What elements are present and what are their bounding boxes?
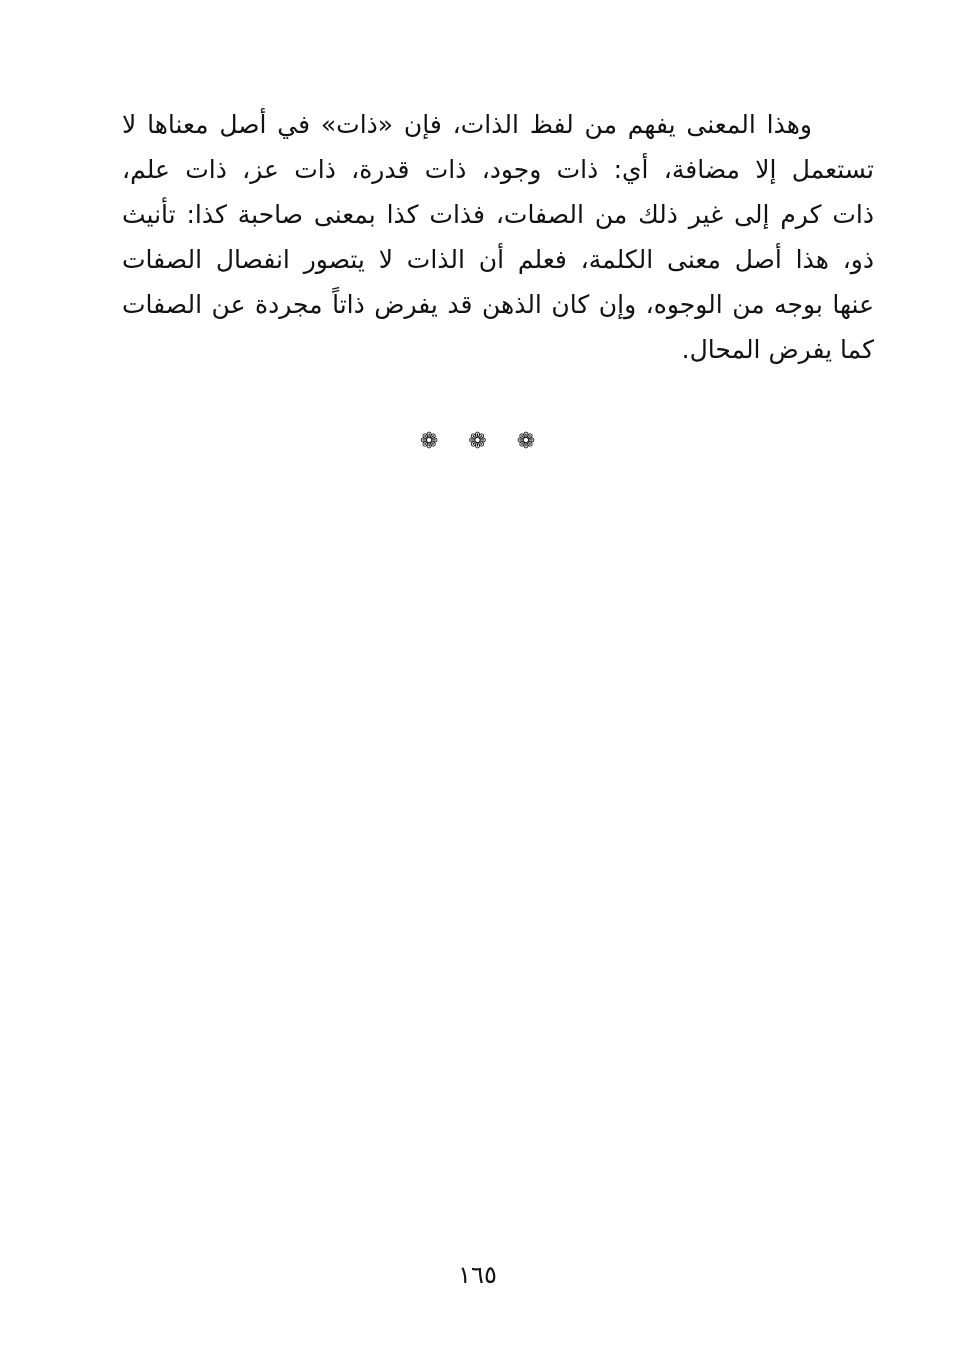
flower-ornament-icon: ❁ [419,429,439,454]
text-line: تستعمل إلا مضافة، أي: ذات وجود، ذات قدرة، ذات عز، ذات علم، [122,155,874,184]
text-line: ذات كرم إلى غير ذلك من الصفات، فذات كذا بمعنى صاحبة كذا: تأنيث [122,200,874,229]
text-line: كما يفرض المحال. [681,335,874,364]
body-paragraph [122,102,874,372]
section-separator [0,424,955,460]
text-line: عنها بوجه من الوجوه، وإن كان الذهن قد يفرض ذاتاً مجردة عن الصفات [122,290,874,319]
flower-ornament-icon: ❁ [468,429,487,454]
text-line: وهذا المعنى يفهم من لفظ الذات، فإن «ذات» في أصل معناها لا [122,110,812,139]
flower-ornament-icon: ❁ [516,429,536,454]
page-number: ١٦٥ [458,1261,497,1289]
text-line: ذو، هذا أصل معنى الكلمة، فعلم أن الذات لا يتصور انفصال الصفات [122,245,874,274]
